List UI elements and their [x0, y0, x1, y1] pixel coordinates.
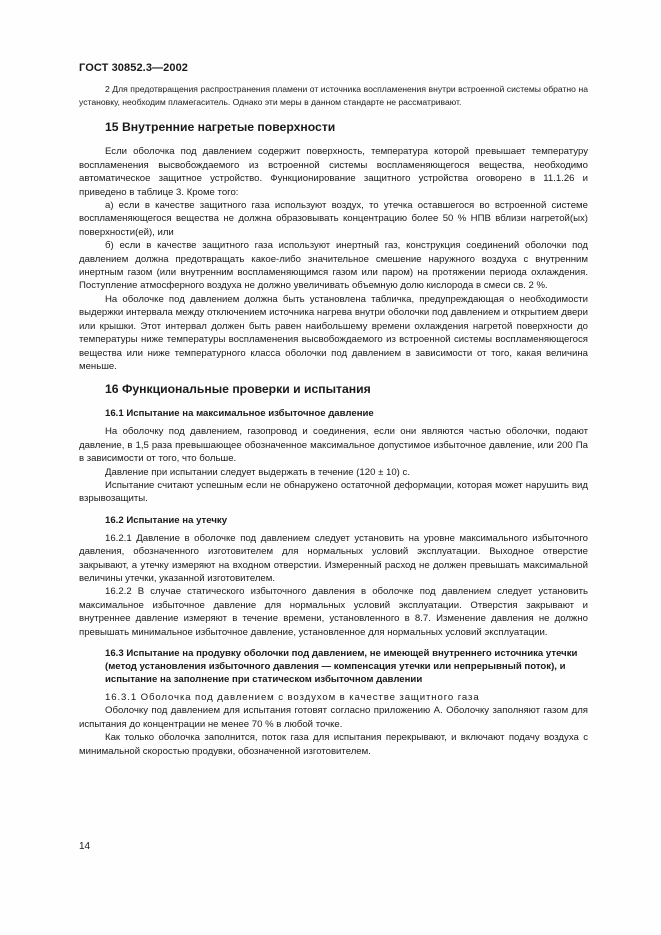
- section-16-title: 16 Функциональные проверки и испытания: [105, 382, 371, 397]
- section-16-2-1-paragraph: 16.2.1 Давление в оболочке под давлением следует установить на уровне максимального избыточного давления, обозначенного изготовителем для нормальных условий эксплуатации. Выходное отверстие закрывают, а утечку измеряют на входном отверстии. Измеренный расход не должен превышать максимальной величины утечки, указанной изготовителем.: [79, 532, 588, 584]
- section-15-paragraph-2: На оболочке под давлением должна быть установлена табличка, предупреждающая о необходимости выдержки интервала между отключением источника нагрева внутри оболочки под давлением и открытием двери или крышки. Этот интервал должен быть равен наибольшему времени охлаждения нагретой поверхности до температуры ниже температуры воспламенения высвобождаемого из встроенной системы воспламеняющегося вещества или ниже температурного класса оболочки под давлением в зависимости от того, какая величина меньше.: [79, 293, 588, 372]
- section-16-1-title: 16.1 Испытание на максимальное избыточное давление: [105, 408, 374, 420]
- note-paragraph: 2 Для предотвращения распространения пламени от источника воспламенения внутри встроенной системы обратно на установку, необходим пламегаситель. Однако эти меры в данном стандарте не рассматривают.: [79, 84, 588, 108]
- section-16-1-paragraph-3: Испытание считают успешным если не обнаружено остаточной деформации, которая может нарушить вид взрывозащиты.: [79, 479, 588, 505]
- page-content: [79, 83, 588, 758]
- section-15-item-b: б) если в качестве защитного газа используют инертный газ, конструкция соединений оболочки под давлением должна предотвращать какое-либо значительное смешение наружного воздуха с внутренним инертным газом (или внутренним воспламеняющимся газом или паром) на протяжении периода охлаждения. Поступление атмосферного воздуха не должно увеличивать объемную долю кислорода в смеси св. 2 %.: [79, 240, 588, 292]
- section-16-3-title: 16.3 Испытание на продувку оболочки под давлением, не имеющей внутреннего источника утечки (метод установления избыточного давления — компенсация утечки или непрерывный поток), и испытание на заполнение при статическом избыточном давлении: [105, 648, 578, 685]
- section-15-item-a: а) если в качестве защитного газа используют воздух, то утечка оставшегося во встроенной системе воспламеняющегося вещества не должна образовывать концентрацию более 50 % НПВ вблизи нагретой(ых) поверхности(ей), или: [79, 200, 588, 238]
- section-15-title: 15 Внутренние нагретые поверхности: [105, 120, 336, 135]
- section-16-2-2-paragraph: 16.2.2 В случае статического избыточного давления в оболочке под давлением следует установить максимальное избыточное давление для нормальных условий эксплуатации. Отверстия закрывают и внутреннее давление измеряют в течение времени, установленного в 8.7. Изменение давления не должно превышать минимальное избыточное давление, установленное для нормальных условий эксплуатации.: [79, 586, 588, 638]
- section-16-3-1-paragraph-1: Оболочку под давлением для испытания готовят согласно приложению А. Оболочку заполняют газом для испытания до концентрации не менее 70 % в любой точке.: [79, 705, 588, 730]
- section-16-2-title: 16.2 Испытание на утечку: [105, 514, 228, 526]
- standard-header: ГОСТ 30852.3—2002: [79, 62, 189, 74]
- page-number: 14: [79, 841, 91, 852]
- section-16-1-paragraph-2: Давление при испытании следует выдержать в течение (120 ± 10) с.: [105, 466, 410, 478]
- section-15-paragraph-1: Если оболочка под давлением содержит поверхность, температура которой превышает температуру воспламенения высвобождаемого из встроенной системы воспламеняющегося вещества, необходимо автоматическое защитное устройство. Функционирование защитного устройства оговорено в 11.1.26 и приведено в таблице 3. Кроме того:: [79, 146, 588, 198]
- section-16-3-1-subtitle: 16.3.1 Оболочка под давлением с воздухом в качестве защитного газа: [105, 692, 480, 703]
- section-16-1-paragraph-1: На оболочку под давлением, газопровод и соединения, если они являются частью оболочки, подают давление, в 1,5 раза превышающее обозначенное максимальное допустимое избыточное давление, или 200 Па в зависимости от того, что больше.: [79, 426, 588, 465]
- section-16-3-1-paragraph-2: Как только оболочка заполнится, поток газа для испытания перекрывают, и включают подачу воздуха с минимальной скоростью продувки, обозначенной изготовителем.: [79, 732, 588, 757]
